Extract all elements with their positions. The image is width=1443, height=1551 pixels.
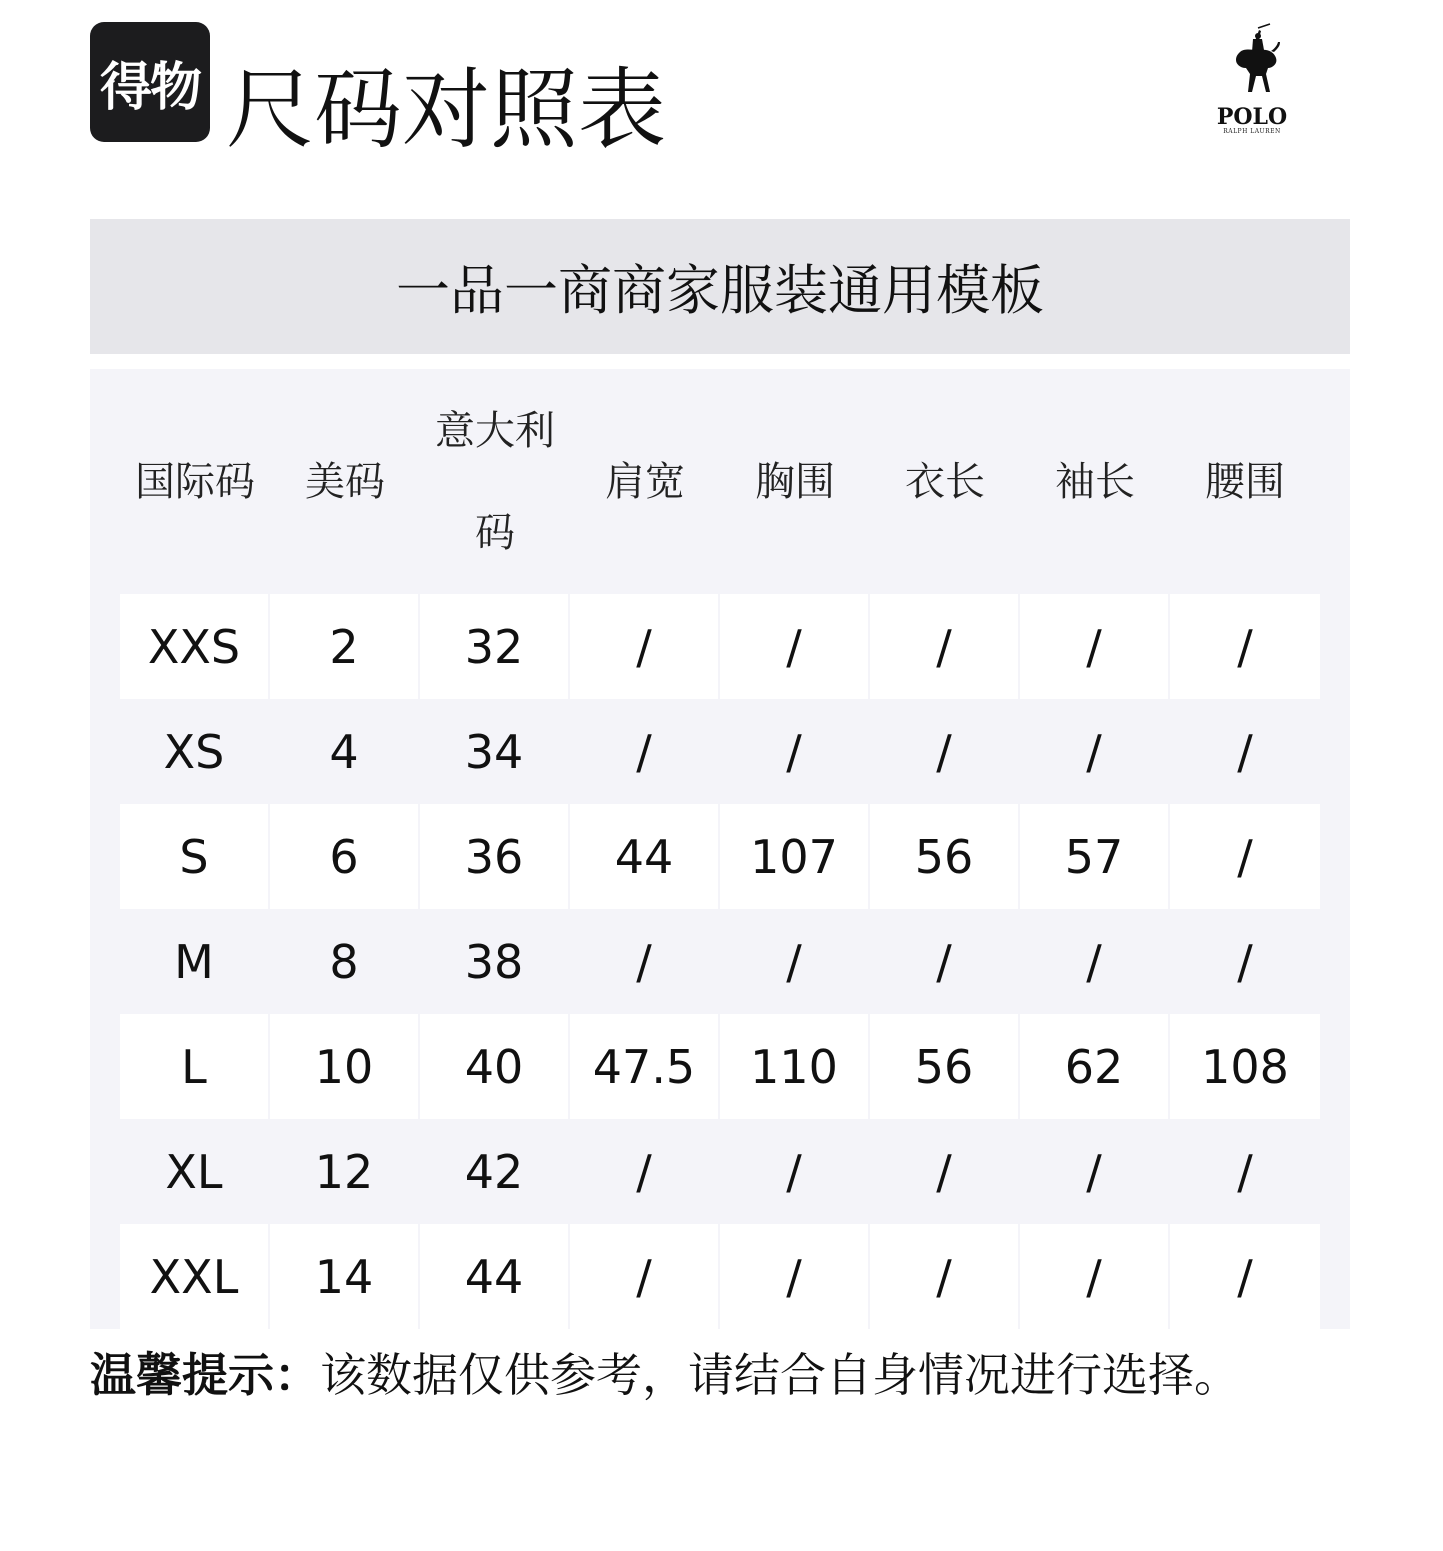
brand-name: POLO	[1216, 104, 1288, 130]
header-italy-size-line2: 码	[475, 509, 515, 556]
header-intl-size: 国际码	[135, 458, 255, 505]
table-cell: /	[636, 724, 652, 779]
table-cell: 40	[420, 1014, 568, 1119]
table-cell: /	[786, 934, 802, 989]
table-cell: /	[720, 1224, 868, 1329]
table-cell: /	[786, 724, 802, 779]
table-cell: 107	[720, 804, 868, 909]
table-cell: /	[936, 934, 952, 989]
table-cell: 2	[270, 594, 418, 699]
table-cell: 10	[270, 1014, 418, 1119]
header-italy-size-line1: 意大利	[435, 407, 555, 454]
table-cell: XS	[163, 724, 225, 779]
table-cell: /	[870, 1224, 1018, 1329]
header-italy-size	[420, 369, 570, 594]
header-us-size: 美码	[305, 458, 385, 505]
header-waist: 腰围	[1205, 458, 1285, 505]
table-cell: /	[720, 594, 868, 699]
table-cell: /	[1020, 1224, 1168, 1329]
table-cell: /	[1237, 1144, 1253, 1199]
table-cell: 57	[1020, 804, 1168, 909]
table-cell: /	[786, 1144, 802, 1199]
table-cell: 38	[464, 934, 524, 989]
table-cell: 8	[329, 934, 359, 989]
table-cell: /	[1170, 1224, 1320, 1329]
table-cell: 44	[420, 1224, 568, 1329]
table-cell: 108	[1170, 1014, 1320, 1119]
brand-logo	[1212, 22, 1292, 142]
table-cell: 12	[314, 1144, 374, 1199]
table-cell: /	[1170, 594, 1320, 699]
table-cell: /	[1237, 934, 1253, 989]
table-cell: /	[870, 594, 1018, 699]
table-cell: /	[636, 934, 652, 989]
header-length: 衣长	[905, 458, 985, 505]
table-cell: 36	[420, 804, 568, 909]
table-row	[120, 1119, 1320, 1224]
header-sleeve: 袖长	[1055, 458, 1135, 505]
table-cell: /	[570, 594, 718, 699]
table-cell: XL	[165, 1144, 223, 1199]
header-chest: 胸围	[755, 458, 835, 505]
table-cell: L	[120, 1014, 268, 1119]
table-row	[120, 594, 1320, 699]
brand-subtitle: RALPH LAUREN	[1223, 128, 1281, 135]
table-row	[120, 1224, 1320, 1329]
table-cell: /	[1020, 594, 1168, 699]
app-logo-badge	[90, 22, 210, 142]
table-cell: 62	[1020, 1014, 1168, 1119]
table-row	[120, 699, 1320, 804]
table-row	[120, 909, 1320, 1014]
reminder-label: 温馨提示：	[90, 1348, 320, 1402]
table-cell: /	[1086, 1144, 1102, 1199]
table-cell: /	[936, 724, 952, 779]
table-cell: 56	[870, 804, 1018, 909]
table-cell: 47.5	[570, 1014, 718, 1119]
table-cell: XXL	[120, 1224, 268, 1329]
table-cell: 14	[270, 1224, 418, 1329]
table-cell: /	[636, 1144, 652, 1199]
reminder-text: 该数据仅供参考，请结合自身情况进行选择。	[320, 1348, 1240, 1402]
table-cell: /	[936, 1144, 952, 1199]
table-cell: /	[1237, 724, 1253, 779]
table-cell: /	[1086, 934, 1102, 989]
table-row	[120, 1014, 1320, 1119]
table-header-row	[120, 369, 1320, 594]
template-title: 一品一商商家服装通用模板	[396, 259, 1044, 322]
table-cell: 42	[464, 1144, 524, 1199]
table-body	[120, 594, 1320, 1329]
template-title-bar	[90, 219, 1350, 354]
size-table	[90, 369, 1350, 1329]
page-title: 尺码对照表	[226, 58, 667, 161]
table-cell: 110	[720, 1014, 868, 1119]
table-cell: 34	[464, 724, 524, 779]
table-cell: 4	[329, 724, 359, 779]
table-cell: XXS	[120, 594, 268, 699]
table-cell: S	[120, 804, 268, 909]
table-cell: /	[1170, 804, 1320, 909]
app-logo-text: 得物	[99, 57, 200, 118]
polo-player-icon	[1222, 22, 1282, 106]
table-cell: /	[570, 1224, 718, 1329]
table-cell: 44	[570, 804, 718, 909]
table-cell: 56	[870, 1014, 1018, 1119]
table-cell: 6	[270, 804, 418, 909]
reminder-note	[90, 1340, 1390, 1410]
table-cell: 32	[420, 594, 568, 699]
table-cell: /	[1086, 724, 1102, 779]
table-row	[120, 804, 1320, 909]
table-cell: M	[174, 934, 214, 989]
header-shoulder: 肩宽	[605, 458, 685, 505]
